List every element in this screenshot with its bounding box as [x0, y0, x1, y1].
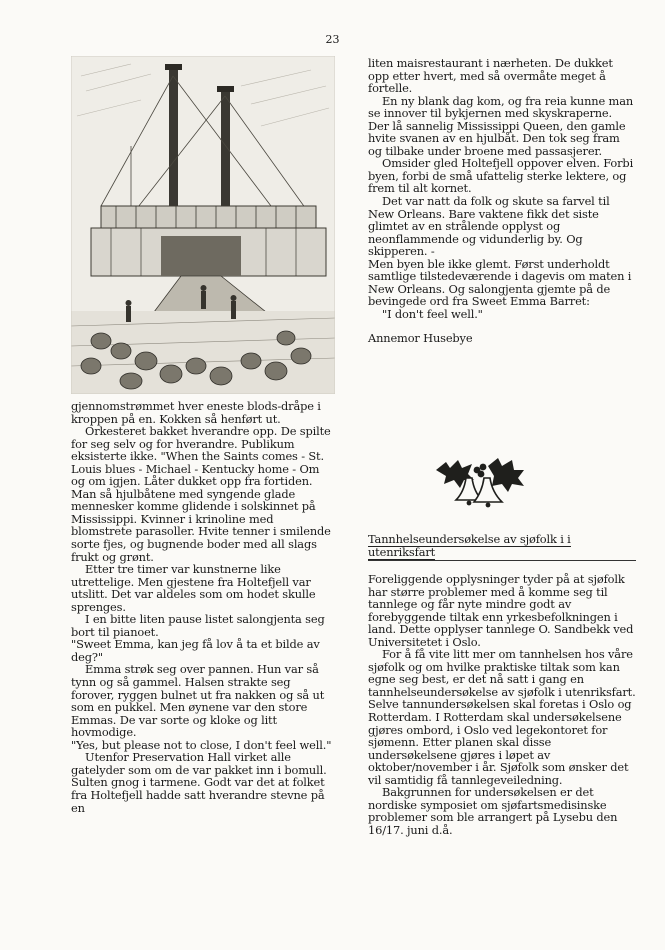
- divider: [368, 560, 636, 561]
- paragraph: En ny blank dag kom, og fra reia kunne man se innover til bykjernen med skyskraperne. Der lå sannelig Mississippi Queen, den gamle hvite svanen av en hjulbåt. Den tok seg fram og tilbake under broene med passasjerer.: [368, 93, 634, 158]
- paragraph: Foreliggende opplysninger tyder på at sjøfolk har større problemer med å komme seg til tannlege og får nyte mindre godt av forebyggende tiltak enn yrkesbefolkningen i land. Dette opplyser tannlege O. Sandbekk ved Universitetet i Oslo.: [368, 572, 634, 649]
- paragraph: "I don't feel well.": [382, 306, 483, 321]
- paragraph: Det var natt da folk og skute sa farvel til New Orleans. Bare vaktene fikk det siste glimtet av en strålende opplyst og neonflammende og vidunderlig by. Og skipperen. -: [368, 194, 610, 259]
- paragraph: Orkesteret bakket hverandre opp. De spilte for seg selv og for hverandre. Publikum eksisterte ikke. "When the Saints comes - St. Louis blues - Michael - Kentucky home - Om og om igjen. Låter dukket opp fra fortiden. Man så hjulbåtene med syngende glade mennesker komme glidende i solskinnet på Mississippi. Kvinner i krinoline med blomstrete parasoller. Hvite tenner i smilende sorte fjes, og bugnende boder med all slags frukt og grønt.: [71, 424, 331, 564]
- author-signature: Annemor Husebye: [368, 331, 473, 346]
- paragraph: Bakgrunnen for undersøkelsen er det nordiske symposiet om sjøfartsmedisinske problemer som ble arrangert på Lysebu den 16/17. juni d.å.: [368, 785, 618, 837]
- article-right-column: [368, 57, 636, 345]
- paragraph: Omsider gled Holtefjell oppover elven. Forbi byen, forbi de små ufattelig sterke lektere, og frem til alt kornet.: [368, 156, 634, 196]
- paragraph: liten maisrestaurant i nærheten. De dukket opp etter hvert, med så overmåte meget å fortelle.: [368, 56, 613, 96]
- paragraph: Men byen ble ikke glemt. Først underholdt samtlige tilstedeværende i dagevis om maten i New Orleans. Og salongjenta gjemte på de bevingede ord fra Sweet Emma Barret:: [368, 256, 632, 309]
- christmas-bells-icon: [428, 448, 532, 510]
- paragraph: Emma strøk seg over pannen. Hun var så tynn og så gammel. Halsen strakte seg forover, ryggen bulnet ut fra nakken og så ut som en pukkel. Men øynene var den store Emmas. De var sorte og kloke og litt hovmodige.: [71, 662, 325, 740]
- article-headline: [368, 533, 636, 558]
- headline-text: Tannhelseundersøkelse av sjøfolk i i utenriksfart: [368, 532, 571, 559]
- paragraph: For å få vite litt mer om tannhelsen hos våre sjøfolk og om hvilke praktiske tiltak som kan egne seg best, er det nå satt i gang en tannhelseundersøkelse av sjøfolk i utenriksfart. Selve tannundersøkelsen skal foretas i Oslo og Rotterdam. I Rotterdam skal undersøkelsene gjøres ombord, i Oslo ved legekontoret for sjømenn. Etter planen skal disse undersøkelsene gjøres i løpet av oktober/november i år. Sjøfolk som ønsker det vil samtidig få tannlegeveiledning.: [368, 647, 636, 787]
- paragraph: Utenfor Preservation Hall virket alle gatelyder som om de var pakket inn i bomull. Sulten gnog i tarmene. Godt var det at folket fra Holtefjell hadde satt hverandre stevne på en: [71, 750, 327, 815]
- paragraph: Etter tre timer var kunstnerne like utrettelige. Men gjestene fra Holtefjell var utslitt. Det var aldeles som om hodet skulle sprenges.: [71, 562, 316, 614]
- riverboat-illustration: [71, 56, 335, 394]
- article-body: [368, 573, 636, 836]
- paragraph: I en bitte liten pause listet salongjenta seg bort til pianoet.: [71, 612, 325, 639]
- article-left-column: [71, 400, 333, 814]
- paragraph: "Yes, but please not to close, I don't feel well.": [71, 737, 332, 752]
- paragraph: "Sweet Emma, kan jeg få lov å ta et bilde av deg?": [71, 637, 320, 664]
- page-number: 23: [325, 33, 340, 46]
- paragraph: gjennomstrømmet hver eneste blods-dråpe i kroppen på en. Kokken så henført ut.: [71, 399, 321, 426]
